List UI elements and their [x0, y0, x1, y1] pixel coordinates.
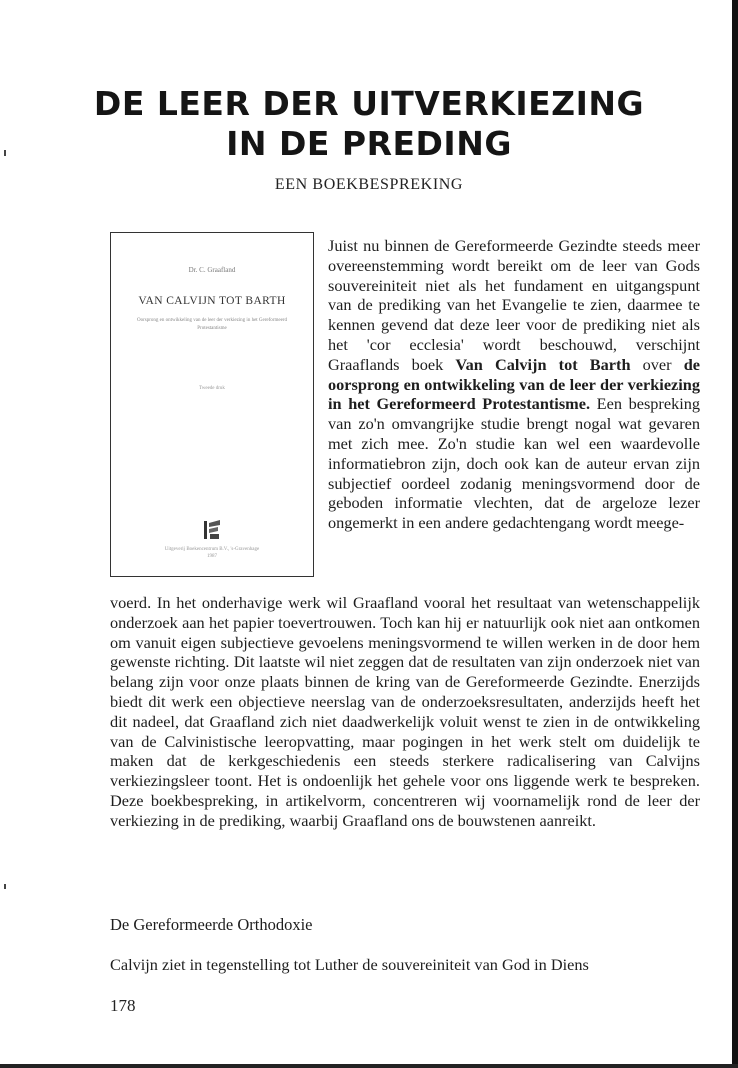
intro-text-2: over: [630, 354, 684, 374]
cover-publisher-name: Uitgeverij Boekencentrum B.V., 's-Gravenhage: [164, 547, 260, 552]
cover-subtitle: Oorsprong en ontwikkeling van de leer der verkiezing in het Gereformeerd Protestantisme: [137, 318, 287, 331]
article-subtitle: EEN BOEKBESPREKING: [274, 176, 464, 193]
intro-text-3: Een bespreking van zo'n omvangrijke studie brengt nogal wat gevaren met zich mee. Zo'n studie kan wel een waardevolle informatiebron zijn, doch ook kan de auteur ervan zijn subjectief oordeel zodanig meningsvormend door de geboden informatie vlechten, dat de argeloze lezer ongemerkt in een andere gedachtengang wordt meege-: [328, 394, 701, 533]
page-number: 178: [110, 996, 136, 1015]
cover-author: Dr. C. Graafland: [188, 266, 236, 274]
book-title-bold: Van Calvijn tot Barth: [455, 354, 631, 374]
cover-publisher: [121, 546, 303, 560]
cover-title: VAN CALVIJN TOT BARTH: [138, 295, 286, 307]
article-title-line-2: IN DE PREDING: [226, 124, 512, 163]
scan-edge-bottom: [0, 1064, 738, 1068]
scan-mark: [4, 884, 6, 889]
article-title-line-1: DE LEER DER UITVERKIEZING: [93, 84, 645, 123]
intro-paragraph: [328, 236, 700, 533]
book-cover-image: [110, 232, 314, 577]
cover-edition: Tweede druk: [199, 386, 225, 391]
intro-text-1: Juist nu binnen de Gereformeerde Gezindte steeds meer overeenstemming wordt bereikt om de leer van Gods souvereiniteit niet als het fundament en uitgangspunt van de prediking van het Evangelie te zien, daarmee te kennen gevend dat deze leer voor de prediking niet als het 'cor ecclesia' wordt beschouwd, verschijnt Graaflands boek: [328, 236, 700, 374]
body-text: voerd. In het onderhavige werk wil Graafland vooral het resultaat van wetenschappelijk onderzoek aan het papier toevertrouwen. Toch kan hij er natuurlijk ook niet aan ontkomen om vanuit eigen subjectieve gevoelens meningsvormend te willen werken in de door hem gewenste richting. Dit laatste wil niet zeggen dat de resultaten van zijn onderzoek niet van belang zijn voor onze plaats binnen de kring van de Gereformeerde Gezindte. Enerzijds biedt dit werk een objectieve neerslag van de onderzoeksresultaten, anderzijds heeft het dit nadeel, dat Graafland zich niet daadwerkelijk voluit wenst te zien in de ontwikkeling van de Calvinistische leeropvatting, maar pogingen in het werk stelt om duidelijk te maken dat de kerkgeschiedenis een steeds sterkere radicalisering van Calvijns verkiezingsleer toont. Het is ondoenlijk het gehele voor ons liggende werk te bespreken. Deze boekbespreking, in artikelvorm, concentreren wij voornamelijk rond de leer der verkiezing in de prediking, waarbij Graafland ons de bouwstenen aanreikt.: [110, 593, 700, 830]
section-heading: De Gereformeerde Orthodoxie: [110, 915, 313, 934]
book-subtitle-bold: de oorsprong en ontwikkeling van de leer der verkiezing in het Gereformeerd Protestantisme.: [328, 354, 700, 414]
publisher-logo-icon: [202, 517, 222, 541]
section-paragraph: Calvijn ziet in tegenstelling tot Luther de souvereiniteit van God in Diens: [110, 955, 589, 974]
body-paragraph: [110, 593, 700, 831]
cover-year: 1987: [207, 554, 217, 559]
